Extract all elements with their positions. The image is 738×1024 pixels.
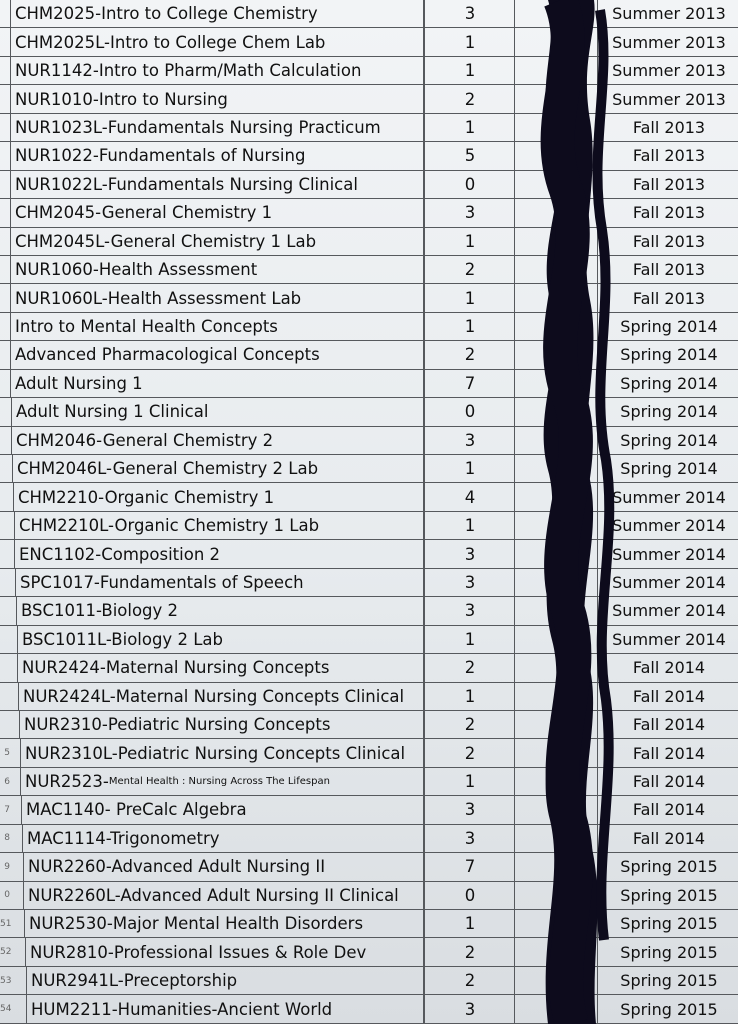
credits-cell: 0 xyxy=(464,885,476,905)
course-name: Adult Nursing 1 xyxy=(15,373,143,393)
term-cell: Spring 2014 xyxy=(620,430,718,450)
term-cell: Spring 2015 xyxy=(620,885,718,905)
table-row xyxy=(0,455,738,483)
table-row xyxy=(0,768,738,796)
table-row xyxy=(0,626,738,654)
credits-cell: 2 xyxy=(464,260,476,280)
term-cell: Summer 2014 xyxy=(612,487,726,507)
column-divider xyxy=(424,0,425,1024)
term-cell: Spring 2014 xyxy=(620,402,718,422)
credits-cell: 2 xyxy=(464,942,476,962)
table-row xyxy=(0,967,738,995)
course-name-cell xyxy=(23,853,424,880)
table-row xyxy=(0,114,738,142)
credits-cell: 5 xyxy=(464,146,476,166)
row-number: 9 xyxy=(4,861,10,872)
course-name-cell xyxy=(24,910,424,937)
course-name: CHM2045-General Chemistry 1 xyxy=(15,203,273,223)
course-name-cell xyxy=(16,597,424,624)
term-cell: Spring 2014 xyxy=(620,459,718,479)
table-row xyxy=(0,228,738,256)
credits-cell: 1 xyxy=(464,516,476,536)
term-cell: Fall 2013 xyxy=(632,146,706,166)
credits-cell: 1 xyxy=(464,772,476,792)
course-name-cell xyxy=(19,711,424,738)
course-name-cell xyxy=(10,228,424,255)
row-number: 6 xyxy=(4,776,10,787)
credits-cell: 7 xyxy=(464,857,476,877)
credits-cell: 1 xyxy=(464,914,476,934)
column-divider xyxy=(597,0,598,1024)
credits-cell: 3 xyxy=(464,572,476,592)
table-row xyxy=(0,370,738,398)
course-name-cell xyxy=(21,796,424,823)
course-name: CHM2046L-General Chemistry 2 Lab xyxy=(17,459,319,479)
course-name-cell xyxy=(10,114,424,141)
table-row xyxy=(0,882,738,910)
credits-cell: 1 xyxy=(464,629,476,649)
credits-cell: 2 xyxy=(464,971,476,991)
course-name-cell xyxy=(25,938,424,965)
course-name-cell xyxy=(13,483,424,510)
credits-cell: 1 xyxy=(464,459,476,479)
term-cell: Summer 2014 xyxy=(612,629,726,649)
table-row xyxy=(0,199,738,227)
row-number: 0 xyxy=(4,890,10,901)
term-cell: Spring 2015 xyxy=(620,999,718,1019)
credits-cell: 3 xyxy=(464,800,476,820)
term-cell: Summer 2013 xyxy=(612,32,726,52)
term-cell: Fall 2014 xyxy=(632,800,706,820)
course-name-cell xyxy=(10,28,424,55)
course-name-cell xyxy=(26,967,424,994)
credits-cell: 4 xyxy=(464,487,476,507)
table-row xyxy=(0,512,738,540)
course-name-cell xyxy=(22,825,424,852)
row-number: 52 xyxy=(0,947,12,958)
course-name-cell xyxy=(17,626,424,653)
course-name-cell xyxy=(20,768,424,795)
course-name: MAC1114-Trigonometry xyxy=(27,828,220,848)
term-cell: Summer 2013 xyxy=(612,89,726,109)
table-row xyxy=(0,796,738,824)
credits-cell: 0 xyxy=(464,174,476,194)
table-row xyxy=(0,28,738,56)
course-name-cell xyxy=(10,57,424,84)
term-cell: Fall 2014 xyxy=(632,686,706,706)
term-cell: Summer 2014 xyxy=(612,516,726,536)
course-name: NUR2260-Advanced Adult Nursing II xyxy=(28,857,326,877)
table-row xyxy=(0,569,738,597)
course-name: SPC1017-Fundamentals of Speech xyxy=(20,572,304,592)
credits-cell: 3 xyxy=(464,4,476,24)
course-name: NUR1142-Intro to Pharm/Math Calculation xyxy=(15,61,362,81)
course-name: NUR2941L-Preceptorship xyxy=(31,971,238,991)
course-name: BSC1011L-Biology 2 Lab xyxy=(22,629,223,649)
table-row xyxy=(0,910,738,938)
term-cell: Fall 2013 xyxy=(632,203,706,223)
table-row xyxy=(0,483,738,511)
course-name: Intro to Mental Health Concepts xyxy=(15,317,278,337)
course-name: Advanced Pharmacological Concepts xyxy=(15,345,320,365)
term-cell: Spring 2014 xyxy=(620,373,718,393)
term-cell: Spring 2015 xyxy=(620,942,718,962)
credits-cell: 1 xyxy=(464,231,476,251)
column-divider xyxy=(514,0,515,1024)
course-name-cell xyxy=(11,427,424,454)
table-row xyxy=(0,341,738,369)
credits-cell: 3 xyxy=(464,601,476,621)
credits-cell: 1 xyxy=(464,317,476,337)
course-name: ENC1102-Composition 2 xyxy=(19,544,221,564)
course-name-cell xyxy=(20,739,424,766)
term-cell: Fall 2014 xyxy=(632,772,706,792)
course-name: NUR1022-Fundamentals of Nursing xyxy=(15,146,306,166)
table-row xyxy=(0,825,738,853)
course-name-cell xyxy=(14,512,424,539)
table-row xyxy=(0,540,738,568)
course-name: NUR2424-Maternal Nursing Concepts xyxy=(22,658,330,678)
course-name-cell xyxy=(10,370,424,397)
credits-cell: 0 xyxy=(464,402,476,422)
course-name: CHM2210L-Organic Chemistry 1 Lab xyxy=(19,516,320,536)
credits-cell: 1 xyxy=(464,32,476,52)
course-name: CHM2210-Organic Chemistry 1 xyxy=(18,487,275,507)
table-row xyxy=(0,683,738,711)
table-row xyxy=(0,57,738,85)
course-name: NUR2310-Pediatric Nursing Concepts xyxy=(24,715,331,735)
course-name: CHM2025-Intro to College Chemistry xyxy=(15,4,318,24)
row-number: 5 xyxy=(4,748,10,759)
course-name: MAC1140- PreCalc Algebra xyxy=(26,800,247,820)
course-name: NUR1023L-Fundamentals Nursing Practicum xyxy=(15,117,381,137)
term-cell: Fall 2013 xyxy=(632,288,706,308)
course-name-cell xyxy=(26,995,424,1022)
course-name-cell xyxy=(10,171,424,198)
term-cell: Summer 2013 xyxy=(612,61,726,81)
course-name: Adult Nursing 1 Clinical xyxy=(16,402,209,422)
course-name-subtitle: Mental Health : Nursing Across The Lifespan xyxy=(108,776,330,788)
table-row xyxy=(0,171,738,199)
course-name: NUR2424L-Maternal Nursing Concepts Clinical xyxy=(23,686,405,706)
course-name-cell xyxy=(15,569,424,596)
table-row xyxy=(0,711,738,739)
table-row xyxy=(0,938,738,966)
table-row xyxy=(0,853,738,881)
row-number: 53 xyxy=(0,975,12,986)
term-cell: Summer 2013 xyxy=(612,4,726,24)
course-name: CHM2025L-Intro to College Chem Lab xyxy=(15,32,326,52)
term-cell: Fall 2014 xyxy=(632,715,706,735)
course-name: NUR2260L-Advanced Adult Nursing II Clinical xyxy=(28,885,399,905)
credits-cell: 3 xyxy=(464,203,476,223)
credits-cell: 7 xyxy=(464,373,476,393)
credits-cell: 2 xyxy=(464,658,476,678)
course-name: NUR2810-Professional Issues & Role Dev xyxy=(30,942,367,962)
credits-cell: 3 xyxy=(464,430,476,450)
table-row xyxy=(0,739,738,767)
credits-cell: 1 xyxy=(464,686,476,706)
term-cell: Fall 2014 xyxy=(632,743,706,763)
course-name: NUR1060-Health Assessment xyxy=(15,260,258,280)
credits-cell: 3 xyxy=(464,999,476,1019)
course-name-cell xyxy=(10,142,424,169)
term-cell: Spring 2015 xyxy=(620,914,718,934)
course-name: CHM2046-General Chemistry 2 xyxy=(16,430,274,450)
term-cell: Fall 2013 xyxy=(632,117,706,137)
row-number: 7 xyxy=(4,804,10,815)
course-name: NUR1022L-Fundamentals Nursing Clinical xyxy=(15,174,358,194)
credits-cell: 2 xyxy=(464,715,476,735)
table-row xyxy=(0,256,738,284)
course-name-cell xyxy=(23,882,424,909)
term-cell: Fall 2014 xyxy=(632,658,706,678)
term-cell: Spring 2015 xyxy=(620,971,718,991)
term-cell: Fall 2014 xyxy=(632,828,706,848)
course-name-cell xyxy=(10,256,424,283)
table-row xyxy=(0,427,738,455)
course-name-cell xyxy=(10,284,424,311)
term-cell: Spring 2014 xyxy=(620,317,718,337)
table-row xyxy=(0,142,738,170)
row-number: 54 xyxy=(0,1004,12,1015)
term-cell: Summer 2014 xyxy=(612,601,726,621)
term-cell: Fall 2013 xyxy=(632,260,706,280)
table-row xyxy=(0,398,738,426)
credits-cell: 3 xyxy=(464,828,476,848)
table-row xyxy=(0,85,738,113)
table-row xyxy=(0,654,738,682)
course-name-cell xyxy=(10,313,424,340)
course-name-cell xyxy=(10,85,424,112)
course-name: BSC1011-Biology 2 xyxy=(21,601,179,621)
credits-cell: 1 xyxy=(464,117,476,137)
course-name: NUR1010-Intro to Nursing xyxy=(15,89,228,109)
credits-cell: 3 xyxy=(464,544,476,564)
credits-cell: 1 xyxy=(464,61,476,81)
credits-cell: 2 xyxy=(464,743,476,763)
table-row xyxy=(0,313,738,341)
term-cell: Fall 2013 xyxy=(632,174,706,194)
table-row xyxy=(0,284,738,312)
course-name-cell xyxy=(18,683,424,710)
course-name: HUM2211-Humanities-Ancient World xyxy=(31,999,333,1019)
course-name-cell xyxy=(10,0,424,27)
credits-cell: 2 xyxy=(464,345,476,365)
term-cell: Summer 2014 xyxy=(612,572,726,592)
credits-cell: 1 xyxy=(464,288,476,308)
row-number: 8 xyxy=(4,833,10,844)
table-row xyxy=(0,995,738,1023)
course-name: NUR1060L-Health Assessment Lab xyxy=(15,288,302,308)
course-name-cell xyxy=(17,654,424,681)
course-name-cell xyxy=(10,199,424,226)
term-cell: Spring 2014 xyxy=(620,345,718,365)
course-name-cell xyxy=(14,540,424,567)
term-cell: Summer 2014 xyxy=(612,544,726,564)
table-row xyxy=(0,0,738,28)
course-name-cell xyxy=(10,341,424,368)
term-cell: Spring 2015 xyxy=(620,857,718,877)
course-name-cell xyxy=(11,398,424,425)
course-name: CHM2045L-General Chemistry 1 Lab xyxy=(15,231,317,251)
term-cell: Fall 2013 xyxy=(632,231,706,251)
row-number: 51 xyxy=(0,918,12,929)
credits-cell: 2 xyxy=(464,89,476,109)
table-row xyxy=(0,597,738,625)
course-name-cell xyxy=(12,455,424,482)
course-name: NUR2310L-Pediatric Nursing Concepts Clinical xyxy=(25,743,406,763)
course-name: NUR2523- xyxy=(25,772,109,792)
course-name: NUR2530-Major Mental Health Disorders xyxy=(29,914,364,934)
